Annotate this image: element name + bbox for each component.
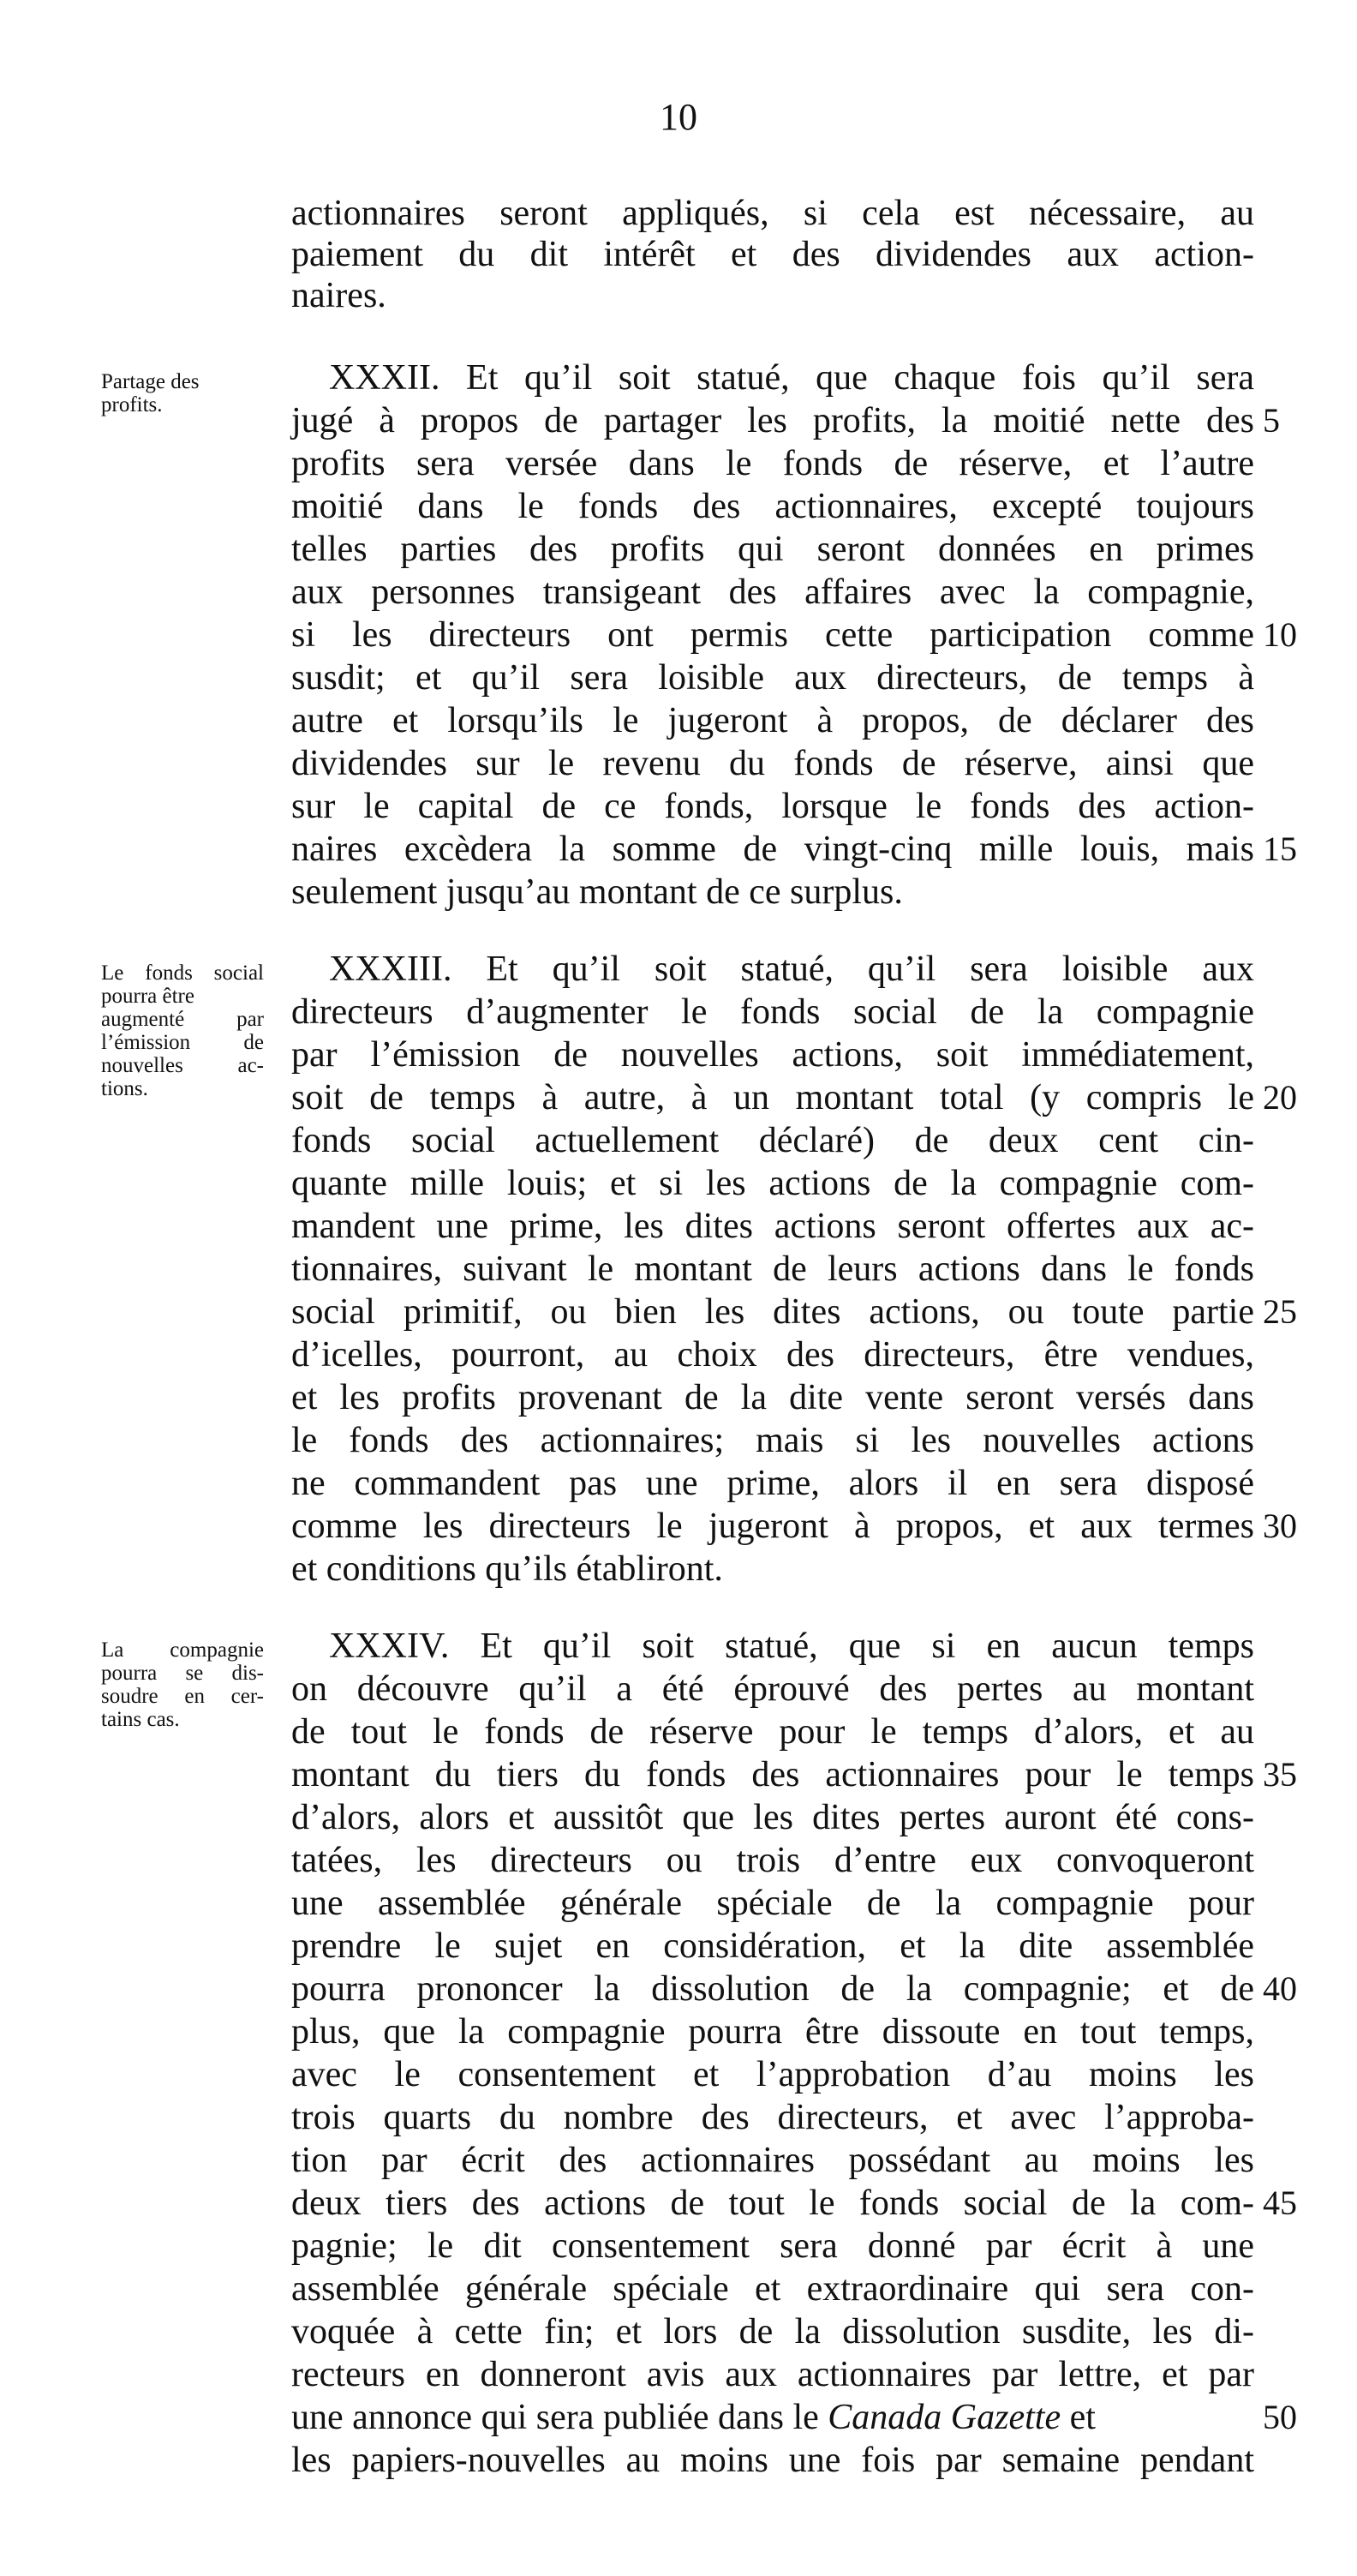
line-number: 50 <box>1263 2398 1297 2436</box>
section-line: comme les directeurs le jugeront à propos, et aux termes <box>291 1507 1254 1546</box>
publication-name: Canada Gazette <box>828 2398 1061 2437</box>
margin-note-line: l’émission de <box>101 1031 264 1054</box>
section-line: dividendes sur le revenu du fonds de réserve, ainsi que <box>291 744 1254 783</box>
section-line: jugé à propos de partager les profits, la moitié nette des <box>291 401 1254 440</box>
section-line: avec le consentement et l’approbation d’au moins les <box>291 2055 1254 2094</box>
section-heading-xxxiv: XXXIV. Et qu’il soit statué, que si en aucun temps <box>329 1626 1254 1666</box>
section-line: tionnaires, suivant le montant de leurs actions dans le fonds <box>291 1249 1254 1289</box>
section-line: une assemblée générale spéciale de la compagnie pour <box>291 1884 1254 1923</box>
line-text: une annonce qui sera publiée dans le <box>291 2398 819 2437</box>
section-line: et conditions qu’ils établiront. <box>291 1549 723 1589</box>
section-line: tatées, les directeurs ou trois d’entre eux convoqueront <box>291 1841 1254 1880</box>
section-line: sur le capital de ce fonds, lorsque le fonds des action- <box>291 787 1254 826</box>
section-line: mandent une prime, les dites actions seront offertes aux ac- <box>291 1207 1254 1246</box>
section-line: naires excèdera la somme de vingt-cinq mille louis, mais <box>291 830 1254 869</box>
section-line: par l’émission de nouvelles actions, soit immédiatement, <box>291 1035 1254 1075</box>
line-number: 40 <box>1263 1969 1297 2008</box>
margin-note-line: tions. <box>101 1077 148 1100</box>
margin-note-line: Partage des <box>101 370 200 393</box>
margin-note-line: pourra se dis- <box>101 1662 264 1685</box>
section-line: voquée à cette fin; et lors de la dissolution susdite, les di- <box>291 2312 1254 2351</box>
section-line-with-italic <box>291 2396 1254 2439</box>
section-line: montant du tiers du fonds des actionnaires pour le temps <box>291 1755 1254 1794</box>
section-line: si les directeurs ont permis cette participation comme <box>291 615 1254 655</box>
margin-note-dissolution <box>101 1638 264 1731</box>
section-line: fonds social actuellement déclaré) de deux cent cin- <box>291 1121 1254 1160</box>
section-line: moitié dans le fonds des actionnaires, excepté toujours <box>291 487 1254 526</box>
section-line: le fonds des actionnaires; mais si les nouvelles actions <box>291 1421 1254 1460</box>
section-line: aux personnes transigeant des affaires avec la compagnie, <box>291 572 1254 612</box>
section-line: prendre le sujet en considération, et la dite assemblée <box>291 1926 1254 1966</box>
section-line: les papiers-nouvelles au moins une fois par semaine pendant <box>291 2441 1254 2480</box>
section-line: social primitif, ou bien les dites actions, ou toute partie <box>291 1292 1254 1332</box>
section-line: d’icelles, pourront, au choix des directeurs, être vendues, <box>291 1335 1254 1375</box>
intro-line: actionnaires seront appliqués, si cela est nécessaire, au <box>291 194 1254 233</box>
line-number: 5 <box>1263 401 1280 440</box>
line-number: 25 <box>1263 1292 1297 1331</box>
line-number: 10 <box>1263 615 1297 654</box>
section-line: susdit; et qu’il sera loisible aux directeurs, de temps à <box>291 658 1254 698</box>
margin-note-line: nouvelles ac- <box>101 1054 264 1077</box>
margin-note-line: La compagnie <box>101 1638 264 1662</box>
margin-note-line: profits. <box>101 393 163 416</box>
section-line: telles parties des profits qui seront données en primes <box>291 530 1254 569</box>
section-line: ne commandent pas une prime, alors il en sera disposé <box>291 1464 1254 1503</box>
margin-note-partage <box>101 370 264 416</box>
section-line: plus, que la compagnie pourra être dissoute en tout temps, <box>291 2012 1254 2052</box>
margin-note-line: augmenté par <box>101 1008 264 1031</box>
section-line: et les profits provenant de la dite vente seront versés dans <box>291 1378 1254 1417</box>
section-heading-xxxiii: XXXIII. Et qu’il soit statué, qu’il sera loisible aux <box>329 950 1254 989</box>
section-line: assemblée générale spéciale et extraordinaire qui sera con- <box>291 2269 1254 2309</box>
margin-note-line: tains cas. <box>101 1708 180 1731</box>
section-line: d’alors, alors et aussitôt que les dites pertes auront été cons- <box>291 1798 1254 1837</box>
section-line: quante mille louis; et si les actions de la compagnie com- <box>291 1164 1254 1203</box>
section-line: trois quarts du nombre des directeurs, et avec l’approba- <box>291 2098 1254 2137</box>
section-line: de tout le fonds de réserve pour le temps d’alors, et au <box>291 1712 1254 1752</box>
page-number: 10 <box>660 96 697 138</box>
margin-note-line: Le fonds social <box>101 962 264 985</box>
line-number: 45 <box>1263 2184 1297 2222</box>
section-line: autre et lorsqu’ils le jugeront à propos, de déclarer des <box>291 701 1254 740</box>
section-line: directeurs d’augmenter le fonds social de la compagnie <box>291 992 1254 1032</box>
section-heading-xxxii: XXXII. Et qu’il soit statué, que chaque fois qu’il sera <box>329 358 1254 398</box>
section-line: pourra prononcer la dissolution de la compagnie; et de <box>291 1969 1254 2009</box>
intro-line: paiement du dit intérêt et des dividendes aux action- <box>291 235 1254 274</box>
margin-note-fonds-social <box>101 962 264 1100</box>
section-line: on découvre qu’il a été éprouvé des pertes au montant <box>291 1669 1254 1709</box>
margin-note-line: soudre en cer- <box>101 1685 264 1708</box>
line-number: 20 <box>1263 1078 1297 1117</box>
intro-line: naires. <box>291 276 386 315</box>
section-line: profits sera versée dans le fonds de réserve, et l’autre <box>291 444 1254 483</box>
line-number: 35 <box>1263 1755 1297 1794</box>
line-text: et <box>1069 2398 1096 2437</box>
section-line: tion par écrit des actionnaires possédant au moins les <box>291 2141 1254 2180</box>
section-line: seulement jusqu’au montant de ce surplus. <box>291 872 903 912</box>
section-line: soit de temps à autre, à un montant total (y compris le <box>291 1078 1254 1117</box>
line-number: 30 <box>1263 1507 1297 1545</box>
section-line: recteurs en donneront avis aux actionnaires par lettre, et par <box>291 2355 1254 2394</box>
section-line: deux tiers des actions de tout le fonds social de la com- <box>291 2184 1254 2223</box>
line-number: 15 <box>1263 830 1297 868</box>
margin-note-line: pourra être <box>101 985 194 1008</box>
section-line: pagnie; le dit consentement sera donné par écrit à une <box>291 2226 1254 2266</box>
